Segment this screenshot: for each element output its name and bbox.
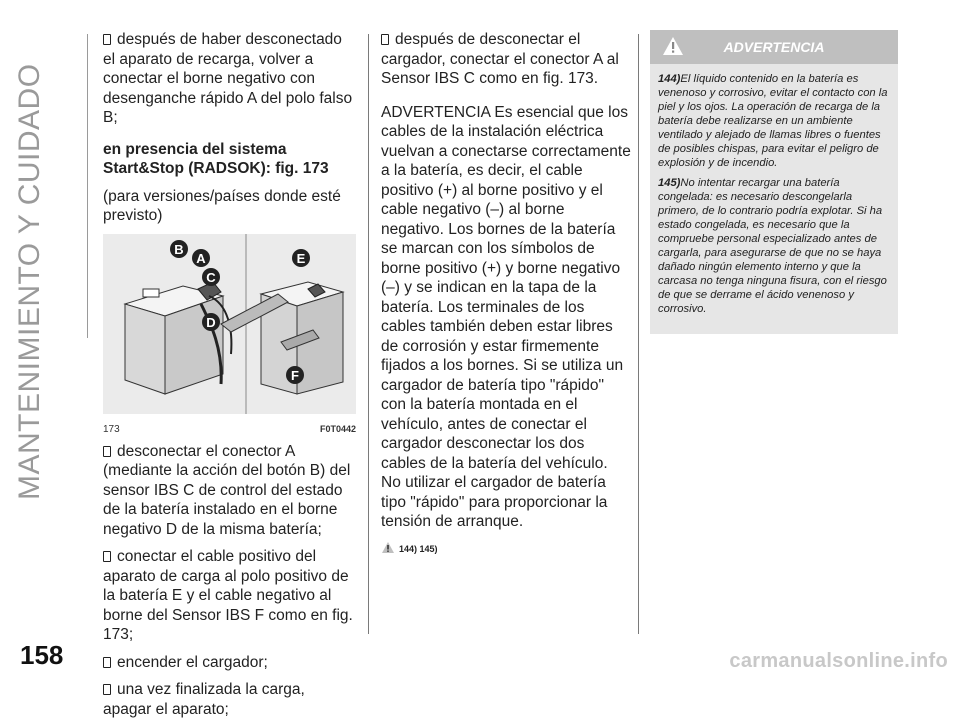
warning-item-145: 145)No intentar recargar una batería congelada: es necesario descongelarla primero, de lo contrario podría explotar. Si ha estado congelada, es necesario que la compruebe personal especializado antes de cargarla, para asegurarse de que no se haya dañado ningún elemento interno y que la carcasa no tenga ninguna fisura, con el riesgo de que se derrame el ácido venenoso y corrosivo. — [658, 177, 887, 315]
warning-triangle-icon — [381, 541, 395, 554]
warning-references: 144) 145) — [381, 540, 631, 560]
column-divider-1 — [368, 34, 369, 634]
paragraph-versions-note: (para versiones/países donde esté previsto) — [103, 187, 341, 224]
figure-battery-illustration — [103, 234, 356, 414]
page-number: 158 — [20, 640, 64, 670]
warning-box-header — [650, 30, 898, 64]
warning-box-body — [650, 64, 898, 316]
warning-item-144: 144)El líquido contenido en la batería es venenoso y corrosivo, evitar el contacto con la piel y los ojos. La operación de recarga de la batería debe realizarse en un ambiente ventilado y alejado de llamas libres o fuentes de posibles chispas, para evitar el peligro de explosión y de incendio. — [658, 73, 888, 169]
warning-triangle-icon — [662, 36, 684, 56]
paragraph-warning-body: ADVERTENCIA Es esencial que los cables de la instalación eléctrica vuelvan a conectarse correctamente a la batería, es decir, el cable positivo (+) al borne positivo y el cable negativo (–) al borne negativo. Los bornes de la batería se marcan con los símbolos de borne positivo (+) y borne negativo (–) y se indican en la tapa de la batería. Los terminales de los cables también deben estar libres de corrosión y estar firmemente fijados a los bornes. Si se utiliza un cargador de batería tipo "rápido" con la batería montada en el vehículo, antes de conectar el cargador desconectar los dos cables de la batería del vehículo. No utilizar el cargador de batería tipo "rápido" para proporcionar la tensión de arranque. — [381, 103, 631, 530]
bullet-icon — [103, 657, 111, 668]
paragraph-reconnect-negative: después de haber desconectado el aparato de recarga, volver a conectar el borne negativo con desenganche rápido A del polo falso B; — [103, 31, 353, 126]
subsection-heading: en presencia del sistema Start&Stop (RADSOK): fig. 173 — [103, 140, 329, 177]
bullet-icon — [103, 34, 111, 45]
list-item: después de desconectar el cargador, conectar el conector A al Sensor IBS C como en fig. 173. — [381, 31, 619, 87]
footer-watermark: carmanualsonline.info — [729, 650, 948, 672]
column-1 — [103, 30, 356, 727]
label-a: A — [196, 250, 206, 266]
list-item: conectar el cable positivo del aparato de carga al polo positivo de la batería E y el cable negativo al borne del Sensor IBS F como en fig. 173; — [103, 548, 353, 643]
list-item: desconectar el conector A (mediante la acción del botón B) del sensor IBS C de control del estado de la batería instalado en el borne negativo D de la misma batería; — [103, 442, 351, 538]
label-d: D — [206, 314, 216, 330]
section-side-title: MANTENIMIENTO Y CUIDADO — [13, 63, 46, 500]
column-2 — [381, 30, 631, 559]
label-f: F — [291, 367, 299, 383]
bullet-icon — [381, 34, 389, 45]
label-b: B — [174, 241, 184, 257]
battery-illustration — [103, 234, 356, 414]
side-rule — [87, 34, 88, 338]
label-c: C — [206, 269, 216, 285]
bullet-icon — [103, 684, 111, 695]
warning-box-title: ADVERTENCIA — [723, 39, 825, 55]
list-item: encender el cargador; — [103, 653, 356, 673]
figure-caption — [103, 420, 356, 434]
column-3 — [650, 30, 898, 334]
warning-box — [650, 30, 898, 334]
figure-number: 173 — [103, 423, 120, 435]
list-item: una vez finalizada la carga, apagar el aparato; — [103, 681, 305, 718]
figure-code: F0T0442 — [319, 423, 356, 434]
column-divider-2 — [638, 34, 639, 634]
bullet-icon — [103, 551, 111, 562]
label-e: E — [296, 250, 306, 266]
bullet-icon — [103, 446, 111, 457]
